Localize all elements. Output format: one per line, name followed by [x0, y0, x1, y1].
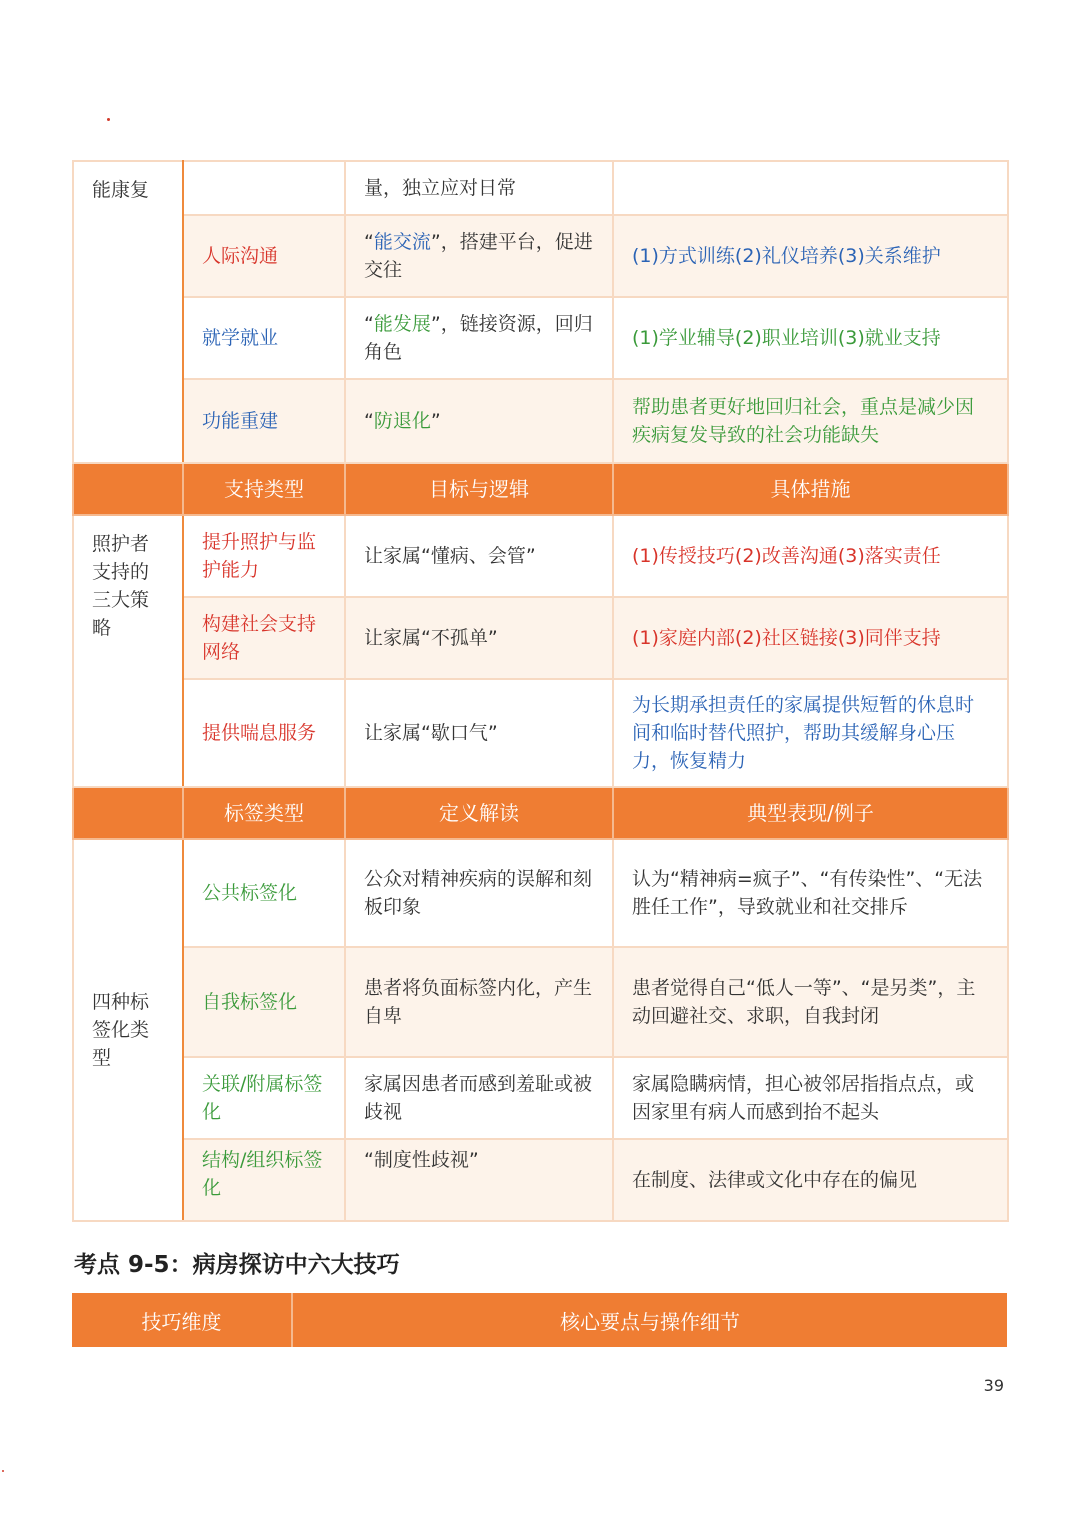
- table-row: [73, 379, 1008, 463]
- measure-cell: [613, 161, 1008, 215]
- measure-cell: 帮助患者更好地回归社会，重点是减少因疾病复发导致的社会功能缺失: [613, 379, 1008, 463]
- category-cell: 四种标签化类型: [73, 839, 183, 1221]
- sub-cell: 功能重建: [183, 379, 345, 463]
- logic-text: ，链接资源，回归角色: [364, 313, 593, 363]
- sub-cell: 公共标签化: [183, 839, 345, 947]
- measure-cell: 家属隐瞒病情，担心被邻居指指点点，或因家里有病人而感到抬不起头: [613, 1057, 1008, 1139]
- table-header-row: [73, 463, 1008, 515]
- logic-cell: 家属因患者而感到羞耻或被歧视: [345, 1057, 613, 1139]
- logic-text: ，搭建平台，促进交往: [364, 231, 593, 281]
- skills-table: [72, 1293, 1007, 1347]
- logic-cell: 量，独立应对日常: [345, 161, 613, 215]
- measure-cell: 为长期承担责任的家属提供短暂的休息时间和临时替代照护，帮助其缓解身心压力，恢复精力: [613, 679, 1008, 787]
- measure-cell: (1)家庭内部(2)社区链接(3)同伴支持: [613, 597, 1008, 679]
- header-cell: 核心要点与操作细节: [292, 1293, 1007, 1347]
- table-row: [73, 1057, 1008, 1139]
- sub-cell: 结构/组织标签化: [183, 1139, 345, 1221]
- header-blank-cell: [73, 463, 183, 515]
- table-row: [73, 161, 1008, 215]
- header-cell: 典型表现/例子: [613, 787, 1008, 839]
- logic-cell: “防退化”: [345, 379, 613, 463]
- table-row: [73, 1139, 1008, 1221]
- logic-cell: 让家属“歇口气”: [345, 679, 613, 787]
- decorative-dot: [2, 1470, 4, 1472]
- logic-cell: 让家属“不孤单”: [345, 597, 613, 679]
- logic-cell: 公众对精神疾病的误解和刻板印象: [345, 839, 613, 947]
- measure-cell: 患者觉得自己“低人一等”、“是另类”，主动回避社交、求职，自我封闭: [613, 947, 1008, 1057]
- category-cell: 能康复: [73, 161, 183, 463]
- table-row: [73, 839, 1008, 947]
- header-cell: 具体措施: [613, 463, 1008, 515]
- table-row: [73, 679, 1008, 787]
- measure-cell: 认为“精神病=疯子”、“有传染性”、“无法胜任工作”，导致就业和社交排斥: [613, 839, 1008, 947]
- sub-cell: 提供喘息服务: [183, 679, 345, 787]
- table-header-row: [72, 1293, 1007, 1347]
- section-heading: [74, 1246, 400, 1279]
- measure-cell: (1)学业辅导(2)职业培训(3)就业支持: [613, 297, 1008, 379]
- logic-cell: “能交流”，搭建平台，促进交往: [345, 215, 613, 297]
- logic-cell: 让家属“懂病、会管”: [345, 515, 613, 597]
- table-row: [73, 515, 1008, 597]
- measure-cell: 在制度、法律或文化中存在的偏见: [613, 1139, 1008, 1221]
- decorative-dot: [107, 118, 110, 121]
- header-cell: 目标与逻辑: [345, 463, 613, 515]
- measure-cell: (1)传授技巧(2)改善沟通(3)落实责任: [613, 515, 1008, 597]
- table-row: [73, 947, 1008, 1057]
- logic-keyword: 能交流: [373, 231, 431, 253]
- table-row: [73, 597, 1008, 679]
- header-cell: 支持类型: [183, 463, 345, 515]
- section-prefix: 考点 9-5: [74, 1252, 170, 1278]
- sub-cell: [183, 161, 345, 215]
- sub-cell: 自我标签化: [183, 947, 345, 1057]
- header-blank-cell: [73, 787, 183, 839]
- logic-cell: “制度性歧视”: [345, 1139, 613, 1221]
- measure-cell: (1)方式训练(2)礼仪培养(3)关系维护: [613, 215, 1008, 297]
- sub-cell: 提升照护与监护能力: [183, 515, 345, 597]
- header-cell: 技巧维度: [72, 1293, 292, 1347]
- table-header-row: [73, 787, 1008, 839]
- logic-cell: 患者将负面标签内化，产生自卑: [345, 947, 613, 1057]
- sub-cell: 人际沟通: [183, 215, 345, 297]
- table-row: [73, 297, 1008, 379]
- sub-cell: 就学就业: [183, 297, 345, 379]
- logic-keyword: 防退化: [373, 410, 431, 432]
- sub-cell: 关联/附属标签化: [183, 1057, 345, 1139]
- page-number: 39: [983, 1376, 1004, 1395]
- logic-cell: “能发展”，链接资源，回归角色: [345, 297, 613, 379]
- content-table: [72, 160, 1009, 1222]
- category-cell: 照护者支持的三大策略: [73, 515, 183, 787]
- table-row: [73, 215, 1008, 297]
- section-title: ：病房探访中六大技巧: [169, 1252, 400, 1278]
- sub-cell: 构建社会支持网络: [183, 597, 345, 679]
- header-cell: 标签类型: [183, 787, 345, 839]
- header-cell: 定义解读: [345, 787, 613, 839]
- logic-keyword: 能发展: [373, 313, 431, 335]
